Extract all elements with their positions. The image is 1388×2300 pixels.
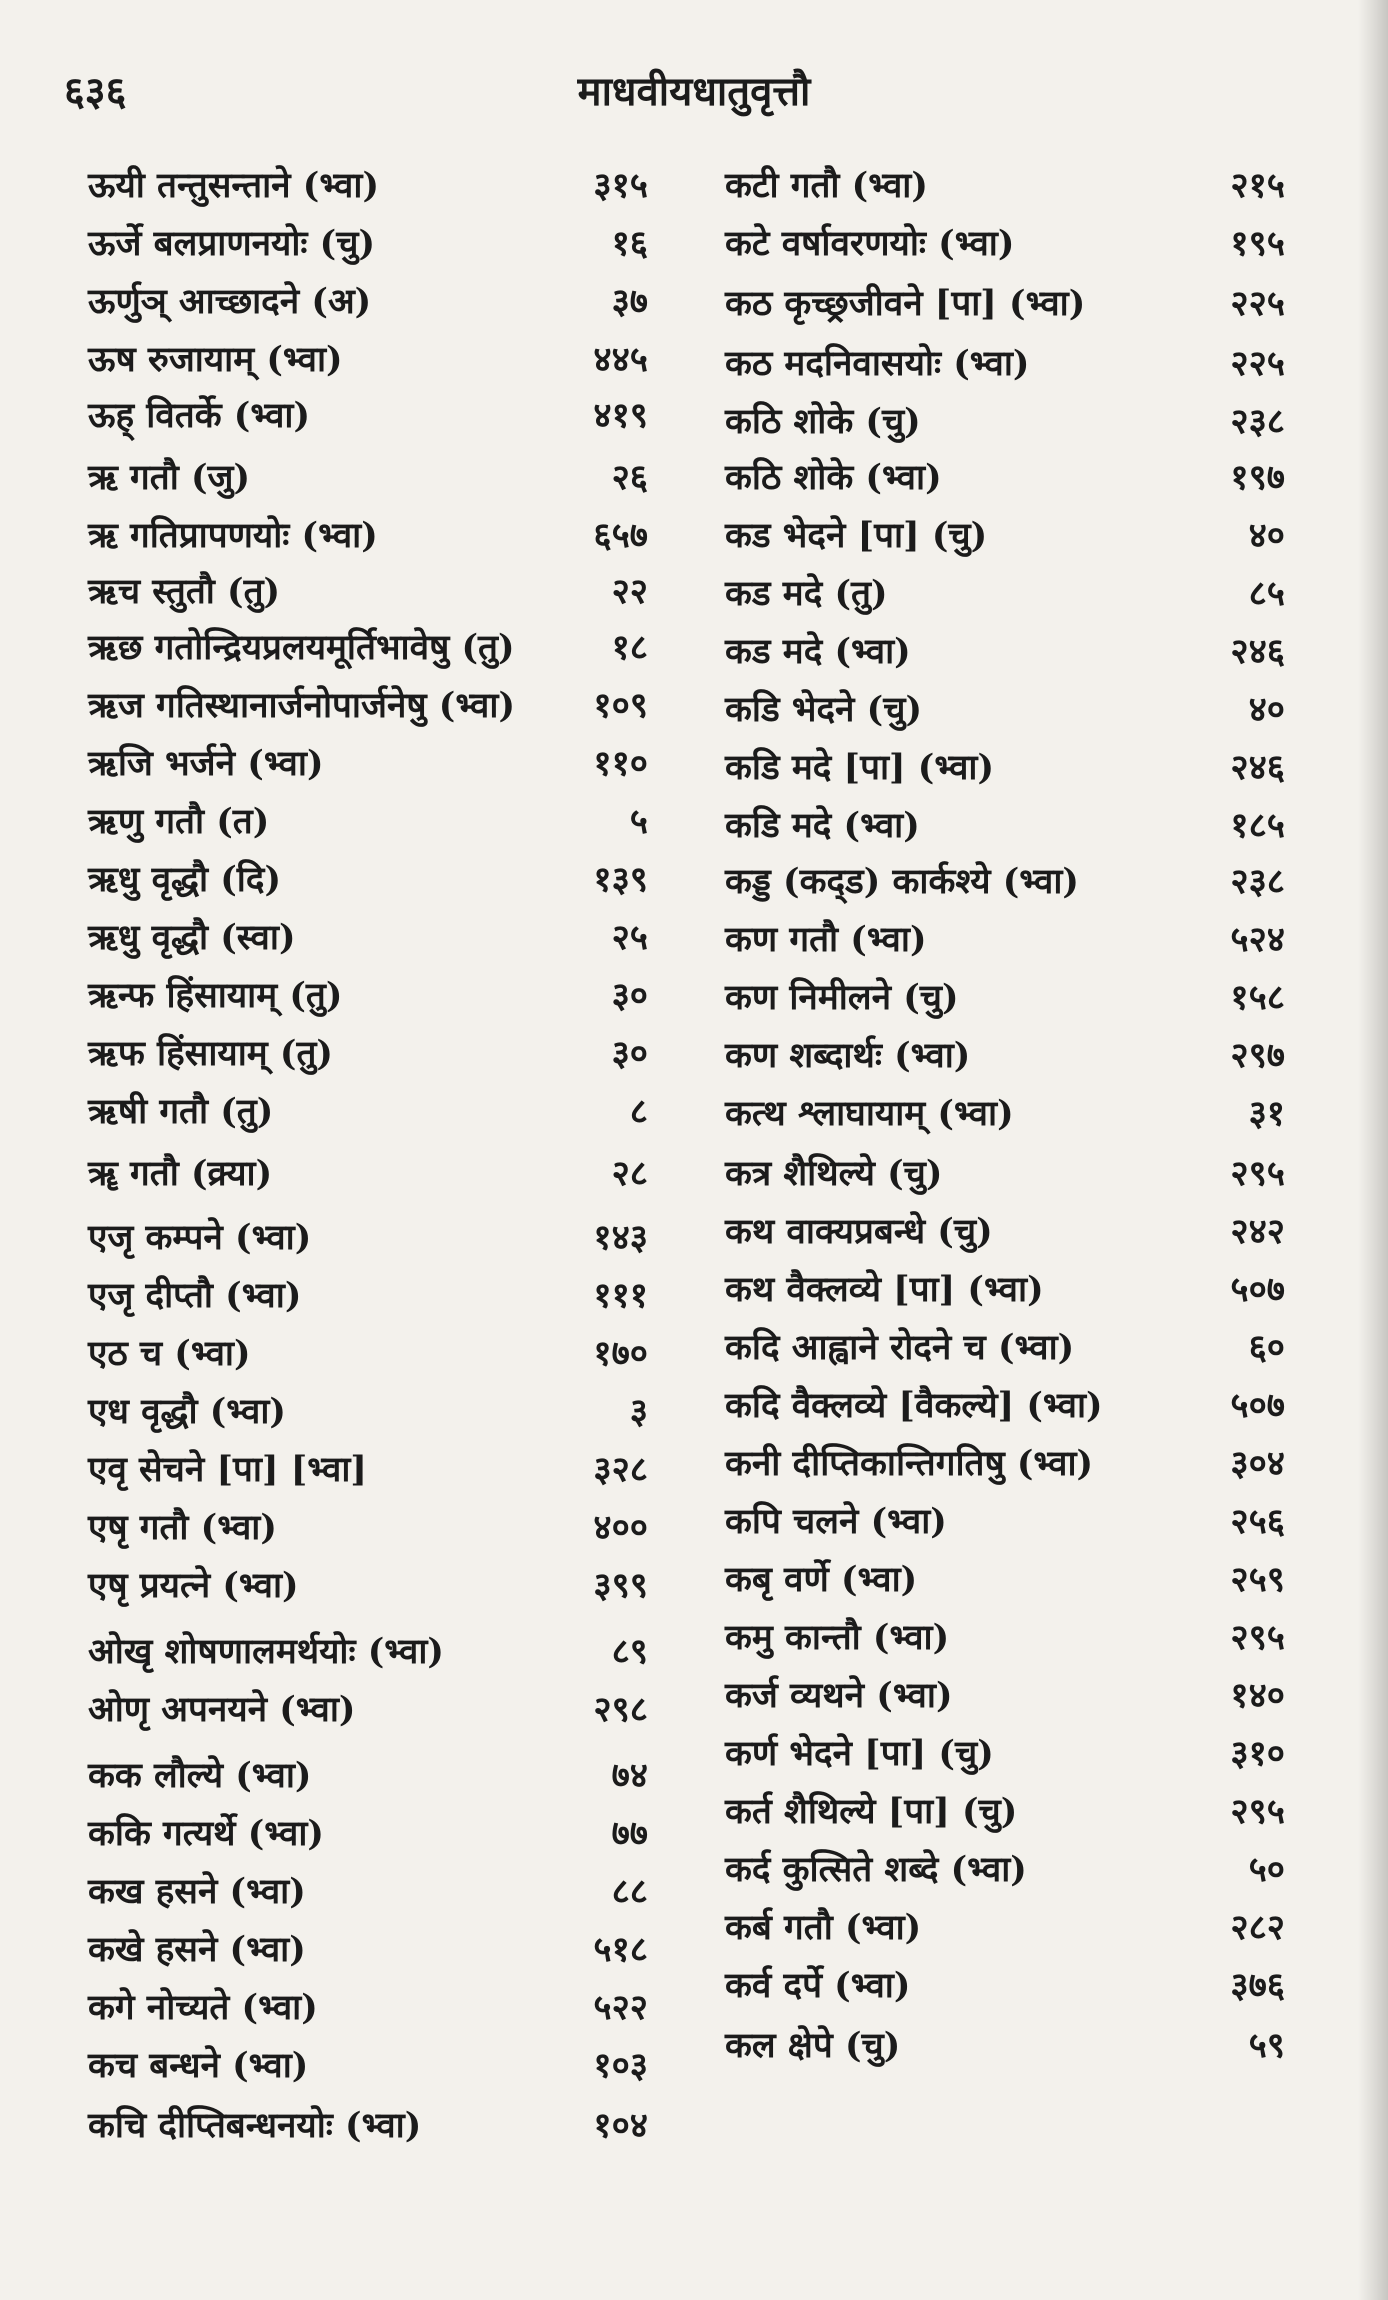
dhatu-root-meaning: ऋधु वृद्धौ (स्वा)	[88, 917, 296, 958]
dhatu-entry	[88, 678, 648, 734]
dhatu-root-meaning: कर्ण भेदने [पा] (चु)	[725, 1733, 994, 1774]
dhatu-root-meaning: ऋछ गतोन्द्रियप्रलयमूर्तिभावेषु (तु)	[88, 627, 515, 668]
dhatu-root-meaning: कठ मदनिवासयोः (भ्वा)	[725, 343, 1030, 384]
dhatu-entry	[88, 852, 648, 908]
dhatu-root-meaning: कड मदे (भ्वा)	[725, 631, 911, 672]
page-reference: २२५	[1230, 283, 1285, 324]
dhatu-entry	[88, 388, 648, 444]
dhatu-entry	[88, 1806, 648, 1862]
page-edge-shadow	[1358, 0, 1388, 2300]
dhatu-entry	[88, 158, 648, 214]
dhatu-entry	[725, 508, 1285, 564]
dhatu-entry	[725, 450, 1285, 506]
page-reference: ५	[629, 801, 648, 842]
dhatu-root-meaning: कठ कृच्छ्रजीवने [पा] (भ्वा)	[725, 283, 1086, 324]
page-reference: ३	[629, 1391, 648, 1432]
page-reference: २३८	[1230, 401, 1285, 442]
page-reference: १७०	[593, 1333, 648, 1374]
dhatu-root-meaning: ॠ गतौ (क्र्या)	[88, 1153, 273, 1194]
dhatu-entry	[725, 970, 1285, 1026]
page-reference: ७४	[611, 1755, 648, 1796]
dhatu-entry	[88, 1210, 648, 1266]
dhatu-root-meaning: कर्व दर्पे (भ्वा)	[725, 1965, 911, 2006]
page-reference: १९७	[1230, 457, 1285, 498]
dhatu-entry	[88, 450, 648, 506]
dhatu-root-meaning: कर्ब गतौ (भ्वा)	[725, 1907, 922, 1948]
dhatu-root-meaning: कक लौल्ये (भ्वा)	[88, 1755, 312, 1796]
dhatu-root-meaning: कडि भेदने (चु)	[725, 689, 923, 730]
page-reference: ५१८	[593, 1929, 648, 1970]
dhatu-entry	[725, 394, 1285, 450]
dhatu-entry	[88, 910, 648, 966]
running-title: माधवीयधातुवृत्तौ	[577, 68, 811, 115]
dhatu-entry	[88, 1500, 648, 1556]
dhatu-entry	[88, 1384, 648, 1440]
page-reference: २८	[611, 1153, 648, 1194]
dhatu-root-meaning: कडि मदे [पा] (भ्वा)	[725, 747, 995, 788]
page-reference: ६५७	[593, 515, 648, 556]
dhatu-entry	[725, 1436, 1285, 1492]
page-reference: ४४५	[593, 339, 648, 380]
page-reference: २८२	[1230, 1907, 1285, 1948]
page-reference: १४३	[593, 1217, 648, 1258]
dhatu-entry	[725, 1784, 1285, 1840]
dhatu-root-meaning: कठि शोके (भ्वा)	[725, 457, 942, 498]
dhatu-root-meaning: कर्त शैथिल्ये [पा] (चु)	[725, 1791, 1018, 1832]
dhatu-root-meaning: एषृ प्रयत्ने (भ्वा)	[88, 1565, 299, 1606]
dhatu-root-meaning: ककि गत्यर्थे (भ्वा)	[88, 1813, 324, 1854]
dhatu-root-meaning: ओणृ अपनयने (भ्वा)	[88, 1689, 356, 1730]
page-reference: ३१५	[593, 165, 648, 206]
dhatu-entry	[725, 798, 1285, 854]
dhatu-root-meaning: एजृ दीप्तौ (भ्वा)	[88, 1275, 302, 1316]
page-reference: २४२	[1230, 1211, 1285, 1252]
dhatu-entry	[725, 1958, 1285, 2014]
dhatu-entry	[88, 1682, 648, 1738]
page-reference: २९८	[593, 1689, 648, 1730]
dhatu-entry	[725, 336, 1285, 392]
dhatu-entry	[88, 620, 648, 676]
dhatu-entry	[88, 1864, 648, 1920]
dhatu-root-meaning: कड भेदने [पा] (चु)	[725, 515, 988, 556]
dhatu-root-meaning: ऋ गतौ (जु)	[88, 457, 251, 498]
dhatu-entry	[725, 854, 1285, 910]
dhatu-entry	[88, 2038, 648, 2094]
page-reference: ३०	[611, 1033, 648, 1074]
page-reference: ५०	[1248, 1849, 1285, 1890]
page-reference: २४६	[1230, 631, 1285, 672]
dhatu-root-meaning: कटी गतौ (भ्वा)	[725, 165, 928, 206]
page-reference: ५०७	[1230, 1269, 1285, 1310]
page-reference: ३७	[611, 281, 648, 322]
dhatu-entry	[725, 1204, 1285, 1260]
page-reference: ११०	[593, 743, 648, 784]
dhatu-entry	[725, 276, 1285, 332]
dhatu-root-meaning: ऋज गतिस्थानार्जनोपार्जनेषु (भ्वा)	[88, 685, 516, 726]
right-column	[725, 158, 1285, 2158]
dhatu-root-meaning: कमु कान्तौ (भ्वा)	[725, 1617, 950, 1658]
page-reference: १९५	[1230, 223, 1285, 264]
page-reference: ८८	[611, 1871, 648, 1912]
dhatu-entry	[88, 968, 648, 1024]
dhatu-root-meaning: कर्ज व्यथने (भ्वा)	[725, 1675, 953, 1716]
dhatu-root-meaning: कटे वर्षावरणयोः (भ्वा)	[725, 223, 1015, 264]
page-reference: २६	[611, 457, 648, 498]
dhatu-root-meaning: ऊष रुजायाम् (भ्वा)	[88, 339, 343, 380]
dhatu-root-meaning: ऋषी गतौ (तु)	[88, 1091, 274, 1132]
dhatu-entry	[725, 1320, 1285, 1376]
dhatu-root-meaning: एठ च (भ्वा)	[88, 1333, 251, 1374]
dhatu-entry	[88, 1268, 648, 1324]
dhatu-root-meaning: कथ वैक्लव्ये [पा] (भ्वा)	[725, 1269, 1044, 1310]
dhatu-root-meaning: कण शब्दार्थः (भ्वा)	[725, 1035, 971, 1076]
page-reference: ४०	[1248, 515, 1285, 556]
dhatu-root-meaning: कनी दीप्तिकान्तिगतिषु (भ्वा)	[725, 1443, 1094, 1484]
page-reference: ८९	[611, 1631, 648, 1672]
dhatu-root-meaning: कत्थ श्लाघायाम् (भ्वा)	[725, 1093, 1014, 1134]
dhatu-root-meaning: एजृ कम्पने (भ्वा)	[88, 1217, 312, 1258]
dhatu-entry	[88, 736, 648, 792]
dhatu-root-meaning: एवृ सेचने [पा] [भ्वा]	[88, 1449, 367, 1490]
page-reference: १०४	[593, 2105, 648, 2146]
page-reference: १४०	[1230, 1675, 1285, 1716]
page-reference: ८	[629, 1091, 648, 1132]
dhatu-root-meaning: ऋफ हिंसायाम् (तु)	[88, 1033, 333, 1074]
dhatu-entry	[88, 1084, 648, 1140]
dhatu-root-meaning: ऋधु वृद्धौ (दि)	[88, 859, 282, 900]
dhatu-root-meaning: कगे नोच्यते (भ्वा)	[88, 1987, 318, 2028]
dhatu-root-meaning: कण गतौ (भ्वा)	[725, 919, 927, 960]
dhatu-entry	[88, 1442, 648, 1498]
dhatu-entry	[88, 1748, 648, 1804]
dhatu-root-meaning: कच बन्धने (भ्वा)	[88, 2045, 309, 2086]
page-reference: ४१९	[593, 395, 648, 436]
dhatu-root-meaning: कथ वाक्यप्रबन्धे (चु)	[725, 1211, 993, 1252]
page-reference: ३९९	[593, 1565, 648, 1606]
dhatu-entry	[725, 740, 1285, 796]
dhatu-root-meaning: ऋ गतिप्रापणयोः (भ्वा)	[88, 515, 378, 556]
dhatu-root-meaning: कत्र शैथिल्ये (चु)	[725, 1153, 943, 1194]
dhatu-root-meaning: ऊयी तन्तुसन्ताने (भ्वा)	[88, 165, 380, 206]
dhatu-entry	[725, 624, 1285, 680]
left-column	[88, 158, 648, 2158]
page-reference: ३१	[1248, 1093, 1285, 1134]
dhatu-entry	[725, 1726, 1285, 1782]
dhatu-entry	[725, 1900, 1285, 1956]
dhatu-entry	[88, 1558, 648, 1614]
dhatu-entry	[88, 274, 648, 330]
page-reference: ३१०	[1230, 1733, 1285, 1774]
page-reference: १०९	[593, 685, 648, 726]
page-reference: ५०७	[1230, 1385, 1285, 1426]
dhatu-entry	[88, 1980, 648, 2036]
dhatu-entry	[725, 1668, 1285, 1724]
dhatu-entry	[725, 1378, 1285, 1434]
page-reference: ४०	[1248, 689, 1285, 730]
dhatu-root-meaning: एध वृद्धौ (भ्वा)	[88, 1391, 286, 1432]
page-reference: ३०४	[1230, 1443, 1285, 1484]
page-reference: २२५	[1230, 343, 1285, 384]
page-reference: २९७	[1230, 1035, 1285, 1076]
page-reference: ६०	[1248, 1327, 1285, 1368]
dhatu-entry	[88, 1026, 648, 1082]
dhatu-root-meaning: कड्ड (कद्ड) कार्कश्ये (भ्वा)	[725, 861, 1079, 902]
page-reference: १५८	[1230, 977, 1285, 1018]
page-reference: ५९	[1248, 2025, 1285, 2066]
page-reference: ५२४	[1230, 919, 1285, 960]
page-reference: १८५	[1230, 805, 1285, 846]
dhatu-entry	[88, 2098, 648, 2154]
dhatu-entry	[88, 1624, 648, 1680]
page-reference: २१५	[1230, 165, 1285, 206]
dhatu-root-meaning: एषृ गतौ (भ्वा)	[88, 1507, 277, 1548]
dhatu-entry	[725, 1552, 1285, 1608]
page-reference: ३०	[611, 975, 648, 1016]
dhatu-root-meaning: कल क्षेपे (चु)	[725, 2025, 901, 2066]
dhatu-entry	[88, 1146, 648, 1202]
page-reference: १११	[593, 1275, 648, 1316]
page-reference: १६	[611, 223, 648, 264]
page-reference: २५	[611, 917, 648, 958]
page-reference: १०३	[593, 2045, 648, 2086]
dhatu-entry	[725, 216, 1285, 272]
dhatu-root-meaning: ऋच स्तुतौ (तु)	[88, 571, 281, 612]
dhatu-entry	[725, 912, 1285, 968]
dhatu-root-meaning: ऋणु गतौ (त)	[88, 801, 270, 842]
page-reference: ५२२	[593, 1987, 648, 2028]
page-reference: ७७	[611, 1813, 648, 1854]
dhatu-root-meaning: कचि दीप्तिबन्धनयोः (भ्वा)	[88, 2105, 422, 2146]
dhatu-entry	[725, 1086, 1285, 1142]
dhatu-entry	[88, 508, 648, 564]
dhatu-entry	[88, 564, 648, 620]
dhatu-entry	[725, 566, 1285, 622]
page-reference: २५९	[1230, 1559, 1285, 1600]
page-reference: २५६	[1230, 1501, 1285, 1542]
page-reference: ३७६	[1230, 1965, 1285, 2006]
dhatu-root-meaning: ऋन्फ हिंसायाम् (तु)	[88, 975, 343, 1016]
dhatu-entry	[725, 1494, 1285, 1550]
dhatu-root-meaning: कदि आह्वाने रोदने च (भ्वा)	[725, 1327, 1075, 1368]
dhatu-root-meaning: ऊह् वितर्के (भ्वा)	[88, 395, 311, 436]
page-reference: २३८	[1230, 861, 1285, 902]
page-reference: ८५	[1248, 573, 1285, 614]
dhatu-entry	[88, 1922, 648, 1978]
page-reference: २४६	[1230, 747, 1285, 788]
dhatu-entry	[725, 1146, 1285, 1202]
dhatu-entry	[88, 1326, 648, 1382]
page-reference: १८	[611, 627, 648, 668]
page-reference: ४००	[593, 1507, 648, 1548]
dhatu-root-meaning: कबृ वर्णे (भ्वा)	[725, 1559, 918, 1600]
page-reference: २९५	[1230, 1791, 1285, 1832]
dhatu-root-meaning: कडि मदे (भ्वा)	[725, 805, 920, 846]
dhatu-root-meaning: ऋजि भर्जने (भ्वा)	[88, 743, 324, 784]
page-number: ६३६	[64, 68, 127, 115]
page-reference: १३९	[593, 859, 648, 900]
dhatu-root-meaning: कखे हसने (भ्वा)	[88, 1929, 306, 1970]
dhatu-entry	[725, 2018, 1285, 2074]
dhatu-entry	[725, 1610, 1285, 1666]
dhatu-root-meaning: ऊर्जे बलप्राणनयोः (चु)	[88, 223, 376, 264]
page-reference: ३२८	[593, 1449, 648, 1490]
dhatu-root-meaning: ऊर्णुञ् आच्छादने (अ)	[88, 281, 372, 322]
dhatu-entry	[88, 332, 648, 388]
dhatu-root-meaning: कपि चलने (भ्वा)	[725, 1501, 947, 1542]
dhatu-entry	[88, 794, 648, 850]
dhatu-root-meaning: कर्द कुत्सिते शब्दे (भ्वा)	[725, 1849, 1027, 1890]
page-reference: २२	[611, 571, 648, 612]
dhatu-root-meaning: कख हसने (भ्वा)	[88, 1871, 306, 1912]
dhatu-entry	[725, 1262, 1285, 1318]
dhatu-root-meaning: कड मदे (तु)	[725, 573, 888, 614]
dhatu-entry	[725, 1842, 1285, 1898]
dhatu-entry	[725, 682, 1285, 738]
dhatu-root-meaning: कठि शोके (चु)	[725, 401, 921, 442]
page-reference: २९५	[1230, 1153, 1285, 1194]
dhatu-root-meaning: ओखृ शोषणालमर्थयोः (भ्वा)	[88, 1631, 444, 1672]
dhatu-root-meaning: कण निमीलने (चु)	[725, 977, 959, 1018]
dhatu-entry	[88, 216, 648, 272]
dhatu-root-meaning: कदि वैक्लव्ये [वैकल्ये] (भ्वा)	[725, 1385, 1103, 1426]
page-reference: २९५	[1230, 1617, 1285, 1658]
dhatu-entry	[725, 1028, 1285, 1084]
dhatu-entry	[725, 158, 1285, 214]
